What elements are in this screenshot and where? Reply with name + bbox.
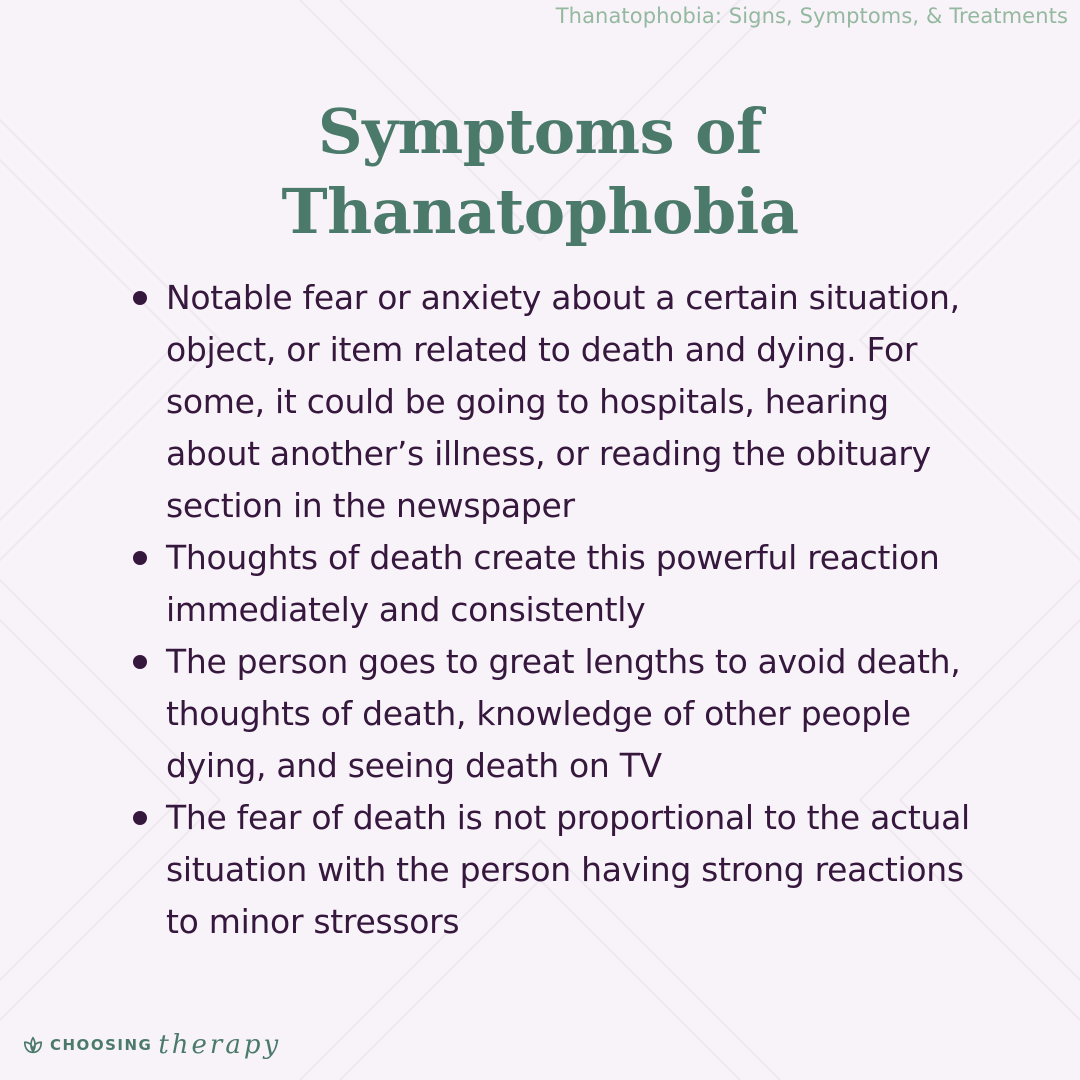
title-line-1: Symptoms of [317,95,763,168]
logo-word-choosing: CHOOSING [50,1036,153,1054]
bullet-icon [133,551,147,565]
list-item-text: The person goes to great lengths to avoid death, thoughts of death, knowledge of other people dying, and seeing death on TV [166,642,961,785]
bullet-icon [133,655,147,669]
leaf-icon [22,1034,44,1056]
title-line-2: Thanatophobia [281,175,799,248]
bullet-icon [133,811,147,825]
list-item-text: The fear of death is not proportional to the actual situation with the person having strong reactions to minor stressors [166,798,970,941]
bullet-icon [133,291,147,305]
list-item [130,272,990,532]
list-item-text: Thoughts of death create this powerful reaction immediately and consistently [166,538,940,629]
page-title [0,92,1080,252]
list-item-text: Notable fear or anxiety about a certain situation, object, or item related to death and dying. For some, it could be going to hospitals, hearing about another’s illness, or reading the obituary section in the newspaper [166,278,960,525]
header-caption: Thanatophobia: Signs, Symptoms, & Treatments [555,4,1068,28]
list-item [130,636,990,792]
logo-word-therapy: therapy [158,1030,282,1060]
brand-logo [22,1028,281,1062]
list-item [130,532,990,636]
symptom-list [130,272,990,948]
list-item [130,792,990,948]
